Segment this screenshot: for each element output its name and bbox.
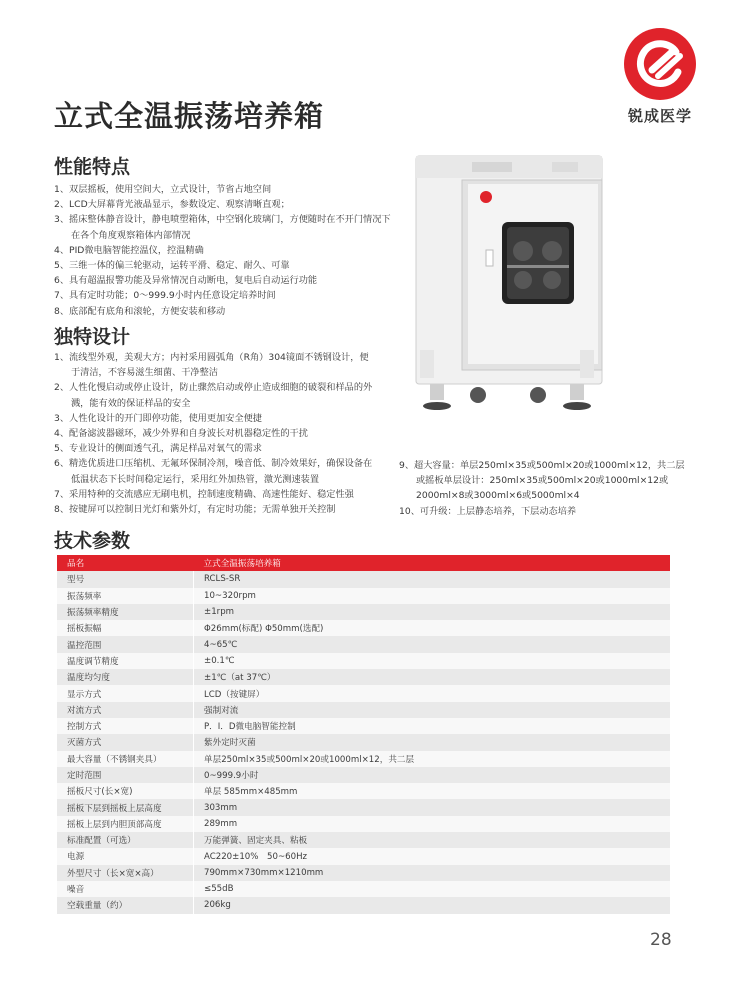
spec-value: Φ26mm(标配) Φ50mm(选配) [194, 620, 671, 636]
table-row [57, 669, 670, 685]
list-item: 10、可升级：上层静态培养，下层动态培养 [399, 505, 577, 517]
table-row [57, 767, 670, 783]
table-row [57, 865, 670, 881]
section-title-specs: 技术参数 [54, 530, 131, 552]
spec-label: 温度调节精度 [57, 653, 194, 669]
list-item: 7、具有定时功能；0～999.9小时内任意设定培养时间 [54, 290, 276, 302]
spec-label: 标准配置（可选） [57, 832, 194, 848]
table-row [57, 751, 670, 767]
spec-table [57, 555, 670, 914]
spec-value: 206kg [194, 897, 671, 913]
table-row [57, 799, 670, 815]
section-title-features: 性能特点 [54, 156, 131, 178]
section-title-design: 独特设计 [54, 326, 131, 348]
spec-label: 摇板尺寸(长×宽) [57, 783, 194, 799]
spec-label: 电源 [57, 848, 194, 864]
spec-value: 303mm [194, 799, 671, 815]
spec-value: 4~65℃ [194, 636, 671, 652]
spec-value: ±1rpm [194, 604, 671, 620]
list-item: 9、超大容量：单层250ml×35或500ml×20或1000ml×12，共二层或摇板单层设计：250ml×35或500ml×20或1000ml×12或2000ml×8或3000ml×6或5000ml×4 [399, 460, 685, 502]
spec-label: 摇板振幅 [57, 620, 194, 636]
spec-label: 显示方式 [57, 685, 194, 701]
spec-value: AC220±10% 50~60Hz [194, 848, 671, 864]
table-header-row [57, 555, 670, 571]
table-row [57, 718, 670, 734]
table-row [57, 832, 670, 848]
list-item: 2、LCD大屏幕背光液晶显示，参数设定、观察清晰直观； [54, 199, 290, 211]
spec-value: 0~999.9小时 [194, 767, 671, 783]
spec-label: 温度均匀度 [57, 669, 194, 685]
table-row [57, 685, 670, 701]
table-row [57, 636, 670, 652]
list-item: 5、三维一体的偏三轮驱动，运转平滑、稳定、耐久、可靠 [54, 260, 290, 272]
spec-label: 振荡频率 [57, 588, 194, 604]
list-item: 8、按键屏可以控制日光灯和紫外灯，有定时功能；无需单独开关控制 [54, 504, 336, 516]
spec-label: 对流方式 [57, 702, 194, 718]
list-item: 3、摇床整体静音设计，静电喷塑箱体，中空钢化玻璃门，方便随时在不开门情况下在各个角度观察箱体内部情况 [54, 214, 391, 241]
spec-label: 振荡频率精度 [57, 604, 194, 620]
spec-label: 空载重量（约） [57, 897, 194, 913]
spec-label: 型号 [57, 571, 194, 587]
brand-name: 锐成医学 [627, 107, 692, 125]
list-item: 8、底部配有底角和滚轮，方便安装和移动 [54, 305, 226, 317]
list-item: 4、PID微电脑智能控温仪，控温精确 [54, 244, 204, 256]
spec-value: 强制对流 [194, 702, 671, 718]
spec-value: LCD（按键屏） [194, 685, 671, 701]
capacity-list [399, 458, 689, 519]
spec-value: 万能弹簧、固定夹具、粘板 [194, 832, 671, 848]
spec-value: 289mm [194, 816, 671, 832]
spec-label: 温控范围 [57, 636, 194, 652]
spec-label: 灭菌方式 [57, 734, 194, 750]
spec-value: 单层 585mm×485mm [194, 783, 671, 799]
list-item: 6、精选优质进口压缩机、无氟环保制冷剂，噪音低、制冷效果好，确保设备在低温状态下长时间稳定运行，采用红外加热管，激光测速装置 [54, 458, 373, 485]
table-row [57, 604, 670, 620]
spec-label: 外型尺寸（长×宽×高） [57, 865, 194, 881]
spec-value: 790mm×730mm×1210mm [194, 865, 671, 881]
table-row [57, 571, 670, 587]
table-row [57, 816, 670, 832]
spec-label: 摇板下层到摇板上层高度 [57, 799, 194, 815]
spec-label: 定时范围 [57, 767, 194, 783]
table-row [57, 881, 670, 897]
table-row [57, 620, 670, 636]
list-item: 1、双层摇板，使用空间大，立式设计，节省占地空间 [54, 184, 272, 195]
list-item: 6、具有超温报警功能及异常情况自动断电，复电后自动运行功能 [54, 275, 318, 287]
list-item: 2、人性化慢启动或停止设计，防止骤然启动或停止造成细胞的破裂和样品的外溅，能有效的保证样品的安全 [54, 382, 373, 409]
list-item: 1、流线型外观，美观大方；内衬采用圆弧角（R角）304镜面不锈钢设计，便于清洁，不容易滋生细菌、干净整洁 [54, 352, 369, 379]
spec-value: ≤55dB [194, 881, 671, 897]
table-row [57, 783, 670, 799]
list-item: 7、采用特种的交流感应无刷电机，控制速度精确、高速性能好、稳定性强 [54, 488, 354, 500]
spec-value: 10~320rpm [194, 588, 671, 604]
spec-value: 紫外定时灭菌 [194, 734, 671, 750]
spec-value: ±0.1℃ [194, 653, 671, 669]
spec-label: 噪音 [57, 881, 194, 897]
spec-value: ±1℃（at 37℃） [194, 669, 671, 685]
spec-value: P．I．D微电脑智能控制 [194, 718, 671, 734]
incubator-image [410, 150, 610, 430]
page-number: 28 [650, 930, 672, 950]
spec-label: 最大容量（不锈钢夹具） [57, 751, 194, 767]
brand-logo-icon [622, 26, 698, 102]
table-row [57, 848, 670, 864]
table-row [57, 734, 670, 750]
table-row [57, 897, 670, 913]
spec-label: 控制方式 [57, 718, 194, 734]
list-item: 5、专业设计的侧面透气孔，满足样品对氧气的需求 [54, 443, 262, 455]
design-list [54, 350, 374, 517]
table-header-cell: 品名 [57, 555, 194, 571]
table-row [57, 653, 670, 669]
list-item: 3、人性化设计的开门即停功能，使用更加安全便捷 [54, 412, 262, 424]
table-header-cell: 立式全温振荡培养箱 [194, 555, 671, 571]
brand-logo [614, 26, 706, 134]
spec-value: 单层250ml×35或500ml×20或1000ml×12，共二层 [194, 751, 671, 767]
table-row [57, 702, 670, 718]
list-item: 4、配备滤波器磁环，减少外界和自身波长对机器稳定性的干扰 [54, 428, 308, 440]
feature-list [54, 182, 399, 319]
page-title: 立式全温振荡培养箱 [54, 99, 325, 133]
spec-value: RCLS-SR [194, 571, 671, 587]
table-row [57, 588, 670, 604]
spec-label: 摇板上层到内胆顶部高度 [57, 816, 194, 832]
